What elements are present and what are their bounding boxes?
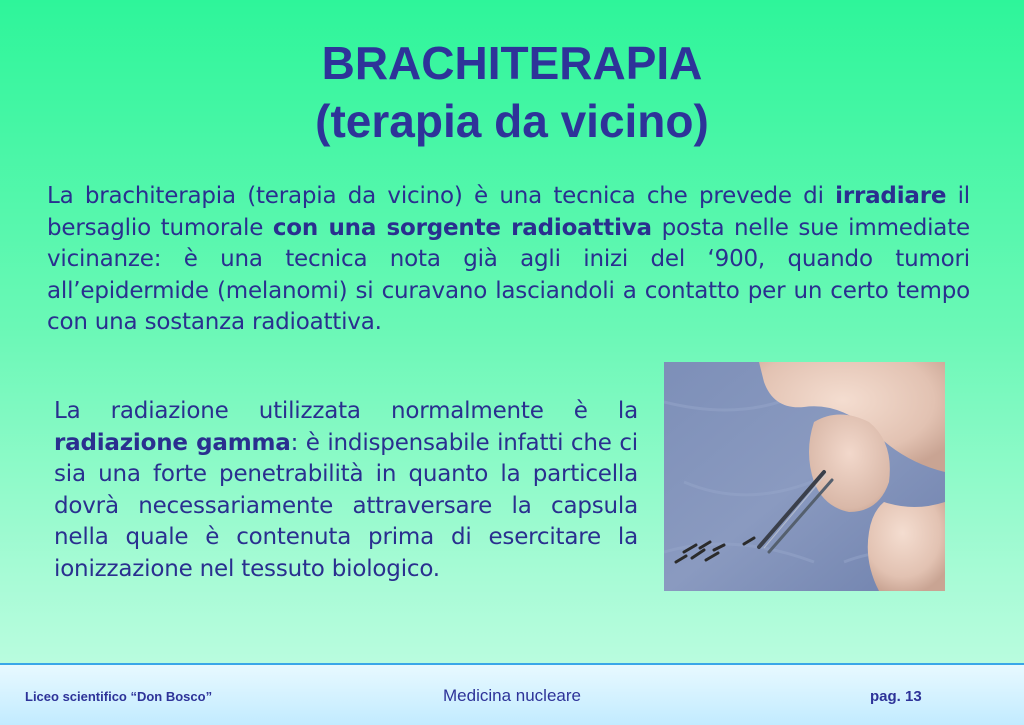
footer-school: Liceo scientifico “Don Bosco” xyxy=(25,689,213,704)
intro-bold-sorgente: con una sorgente radioattiva xyxy=(272,214,652,241)
slide-title xyxy=(0,34,1024,150)
footer-page-number: pag. 13 xyxy=(870,688,922,705)
tweezers-seeds-illustration xyxy=(664,362,945,591)
gamma-bold-radiazione: radiazione gamma xyxy=(54,429,291,456)
brachytherapy-seeds-photo xyxy=(664,362,945,591)
intro-paragraph xyxy=(47,181,970,339)
gamma-paragraph xyxy=(54,396,638,585)
intro-text-b: il bersaglio tumorale xyxy=(47,183,970,241)
intro-text-c: posta nelle sue immediate vicinanze: è una tecnica nota già agli inizi del ‘900, quando tumori all’epidermide (melanomi) si curavano lasciandoli a contatto per un certo tempo con una sostanza radioattiva. xyxy=(47,214,970,335)
footer-subject: Medicina nucleare xyxy=(443,686,581,705)
intro-text-a: La brachiterapia (terapia da vicino) è una tecnica che prevede di xyxy=(47,183,836,209)
intro-bold-irradiare: irradiare xyxy=(835,183,947,209)
gamma-text-a: La radiazione utilizzata normalmente è la xyxy=(54,398,638,424)
title-line-2: (terapia da vicino) xyxy=(315,95,709,147)
footer-bar xyxy=(0,663,1024,725)
title-line-1: BRACHITERAPIA xyxy=(321,37,703,89)
gamma-text-b: : è indispensabile infatti che ci sia una forte penetrabilità in quanto la particella dovrà necessariamente attraversare la capsula nella quale è contenuta prima di esercitare la ionizzazione nel tessuto biologico. xyxy=(54,429,638,582)
